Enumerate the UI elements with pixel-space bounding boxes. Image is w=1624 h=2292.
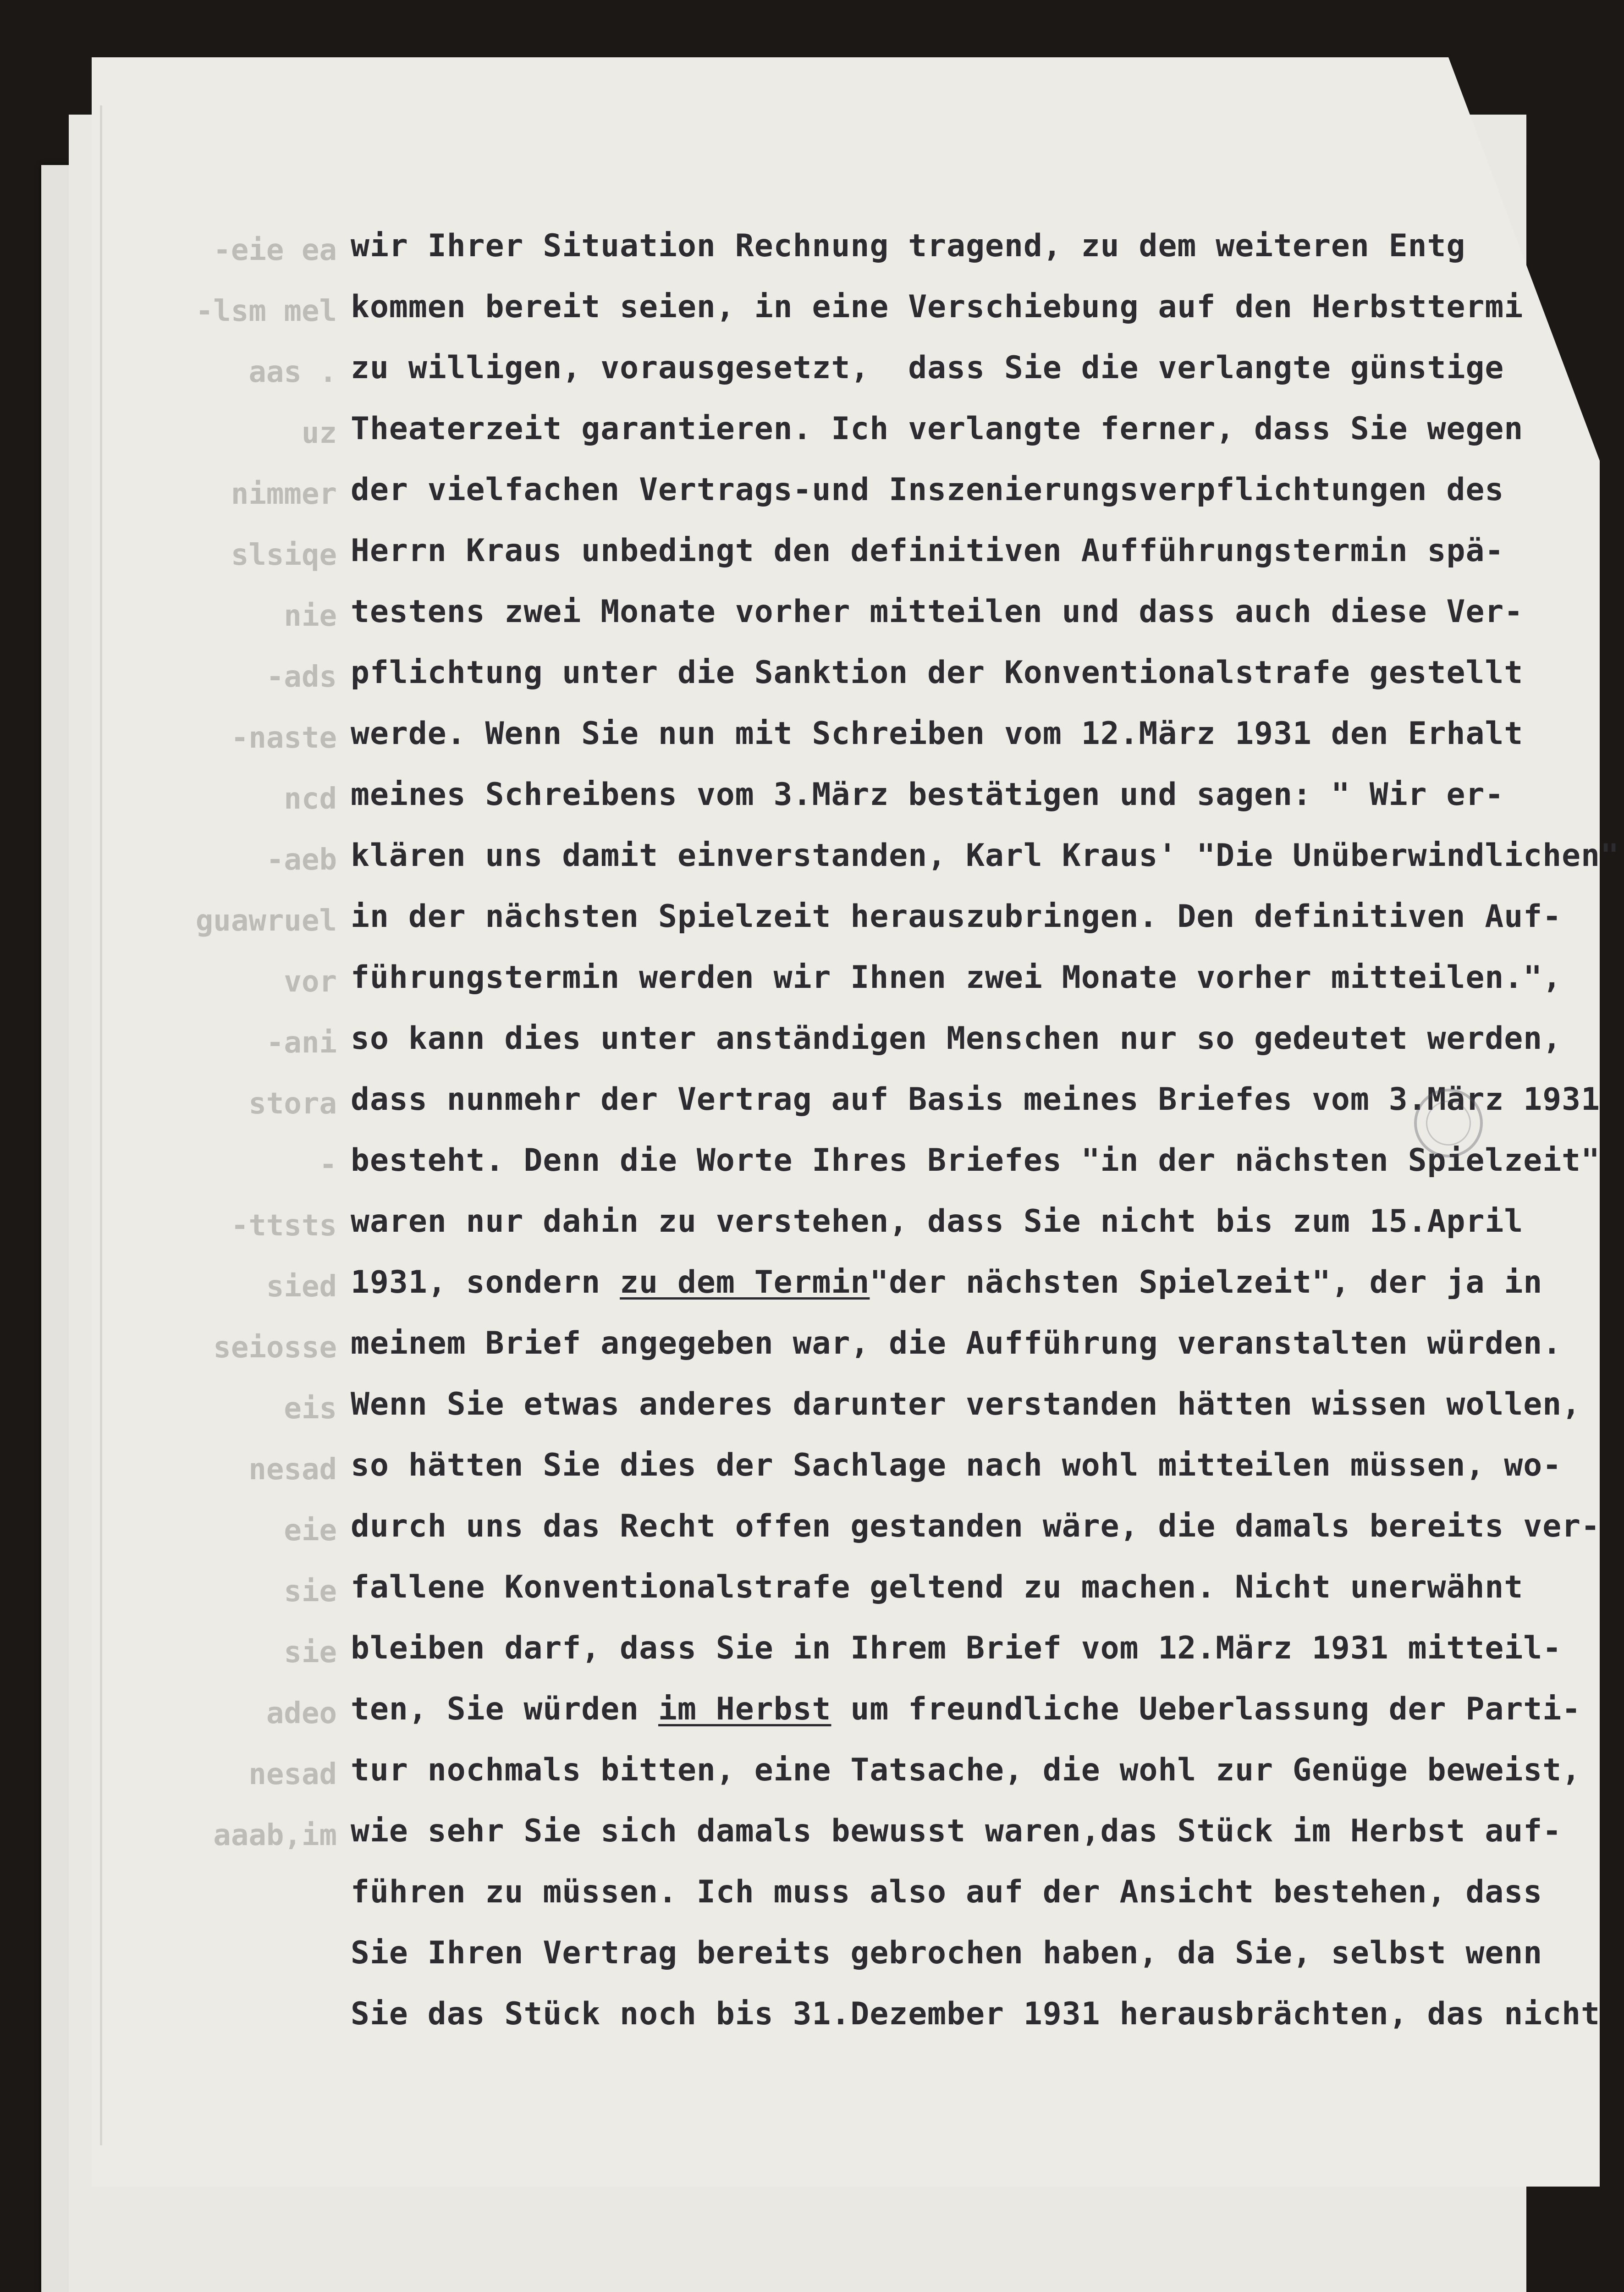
margin-fragment: slsiqe xyxy=(231,538,337,572)
margin-fragment: guawruel xyxy=(195,904,337,938)
margin-fragment: -aeb xyxy=(266,843,337,877)
margin-fragment: - xyxy=(319,1148,337,1182)
margin-fragment: -ttsts xyxy=(231,1209,337,1243)
margin-fragment: sie xyxy=(284,1575,337,1609)
text-line: meinem Brief angegeben war, die Aufführung veranstalten würden. xyxy=(351,1325,1562,1361)
margin-fragment: sie xyxy=(284,1636,337,1669)
margin-fragment: seiosse xyxy=(213,1331,337,1365)
text-line: dass nunmehr der Vertrag auf Basis meines Briefes vom 3.März 1931 xyxy=(351,1081,1601,1118)
text-segment: um freundliche Ueberlassung der Parti- xyxy=(831,1691,1581,1727)
underlined-phrase: im Herbst xyxy=(658,1691,831,1727)
text-line: der vielfachen Vertrags-und Inszenierungsverpflichtungen des xyxy=(351,472,1504,508)
text-line: Wenn Sie etwas anderes darunter verstanden hätten wissen wollen, xyxy=(351,1386,1581,1422)
margin-fragment: stora xyxy=(248,1087,337,1121)
text-line: werde. Wenn Sie nun mit Schreiben vom 12.März 1931 den Erhalt xyxy=(351,716,1524,752)
margin-fragment: sied xyxy=(266,1270,337,1304)
margin-fragment: aaab,im xyxy=(213,1818,337,1852)
archive-stamp-icon xyxy=(1414,1089,1483,1157)
margin-fragment: ncd xyxy=(284,782,337,816)
text-line: Theaterzeit garantieren. Ich verlangte ferner, dass Sie wegen xyxy=(351,411,1524,447)
text-line xyxy=(351,1252,1547,1313)
text-line: testens zwei Monate vorher mitteilen und dass auch diese Ver- xyxy=(351,594,1524,630)
margin-fragment: -naste xyxy=(231,721,337,755)
typed-letter-body xyxy=(351,215,1620,2044)
text-line: kommen bereit seien, in eine Verschiebung auf den Herbsttermi xyxy=(351,289,1524,325)
text-line: klären uns damit einverstanden, Karl Kraus' "Die Unüberwindlichen" xyxy=(351,837,1620,874)
margin-fragment: -ads xyxy=(266,660,337,694)
text-line: in der nächsten Spielzeit herauszubringen. Den definitiven Auf- xyxy=(351,898,1562,935)
text-line: Sie Ihren Vertrag bereits gebrochen haben, da Sie, selbst wenn xyxy=(351,1935,1543,1971)
bleed-through-margin xyxy=(181,220,337,1866)
text-line: bleiben darf, dass Sie in Ihrem Brief vom 12.März 1931 mitteil- xyxy=(351,1630,1562,1666)
margin-fragment: -lsm mel xyxy=(195,294,337,328)
margin-fragment: nimmer xyxy=(231,477,337,511)
text-line: zu willigen, vorausgesetzt, dass Sie die verlangte günstige xyxy=(351,350,1504,386)
margin-fragment: vor xyxy=(284,965,337,999)
text-line: meines Schreibens vom 3.März bestätigen und sagen: " Wir er- xyxy=(351,777,1504,813)
margin-fragment: nie xyxy=(284,599,337,633)
margin-fragment: -ani xyxy=(266,1026,337,1060)
margin-fragment: -eie ea xyxy=(213,233,337,267)
margin-fragment: adeo xyxy=(266,1697,337,1730)
text-line: wir Ihrer Situation Rechnung tragend, zu dem weiteren Entg xyxy=(351,228,1466,264)
text-line: pflichtung unter die Sanktion der Konventionalstrafe gestellt xyxy=(351,655,1524,691)
text-line: führen zu müssen. Ich muss also auf der Ansicht bestehen, dass xyxy=(351,1874,1543,1910)
text-line: Sie das Stück noch bis 31.Dezember 1931 herausbrächten, das nicht xyxy=(351,1996,1601,2032)
text-line: Herrn Kraus unbedingt den definitiven Aufführungstermin spä- xyxy=(351,533,1504,569)
text-line: so hätten Sie dies der Sachlage nach wohl mitteilen müssen, wo- xyxy=(351,1447,1562,1483)
sheet-edge-shadow xyxy=(100,105,102,2145)
margin-fragment: aas . xyxy=(248,355,337,389)
text-segment: ten, Sie würden xyxy=(351,1691,659,1727)
margin-fragment: uz xyxy=(301,416,337,450)
text-line: wie sehr Sie sich damals bewusst waren,das Stück im Herbst auf- xyxy=(351,1813,1562,1849)
text-line: durch uns das Recht offen gestanden wäre, die damals bereits ver- xyxy=(351,1508,1601,1544)
text-line: tur nochmals bitten, eine Tatsache, die wohl zur Genüge beweist, xyxy=(351,1752,1581,1788)
text-line: besteht. Denn die Worte Ihres Briefes "in der nächsten Spielzeit" xyxy=(351,1142,1601,1179)
margin-fragment: nesad xyxy=(248,1758,337,1791)
margin-fragment: eie xyxy=(284,1514,337,1548)
text-line: führungstermin werden wir Ihnen zwei Monate vorher mitteilen.", xyxy=(351,959,1562,996)
text-line: so kann dies unter anständigen Menschen nur so gedeutet werden, xyxy=(351,1020,1562,1057)
text-segment: 1931, sondern xyxy=(351,1264,620,1300)
text-line xyxy=(351,1679,1581,1740)
margin-fragment: eis xyxy=(284,1392,337,1426)
margin-fragment: nesad xyxy=(248,1453,337,1487)
text-line: fallene Konventionalstrafe geltend zu machen. Nicht unerwähnt xyxy=(351,1569,1524,1605)
text-segment: "der nächsten Spielzeit", der ja in xyxy=(870,1264,1543,1300)
text-line: waren nur dahin zu verstehen, dass Sie nicht bis zum 15.April xyxy=(351,1203,1524,1240)
underlined-phrase: zu dem Termin xyxy=(620,1264,870,1300)
